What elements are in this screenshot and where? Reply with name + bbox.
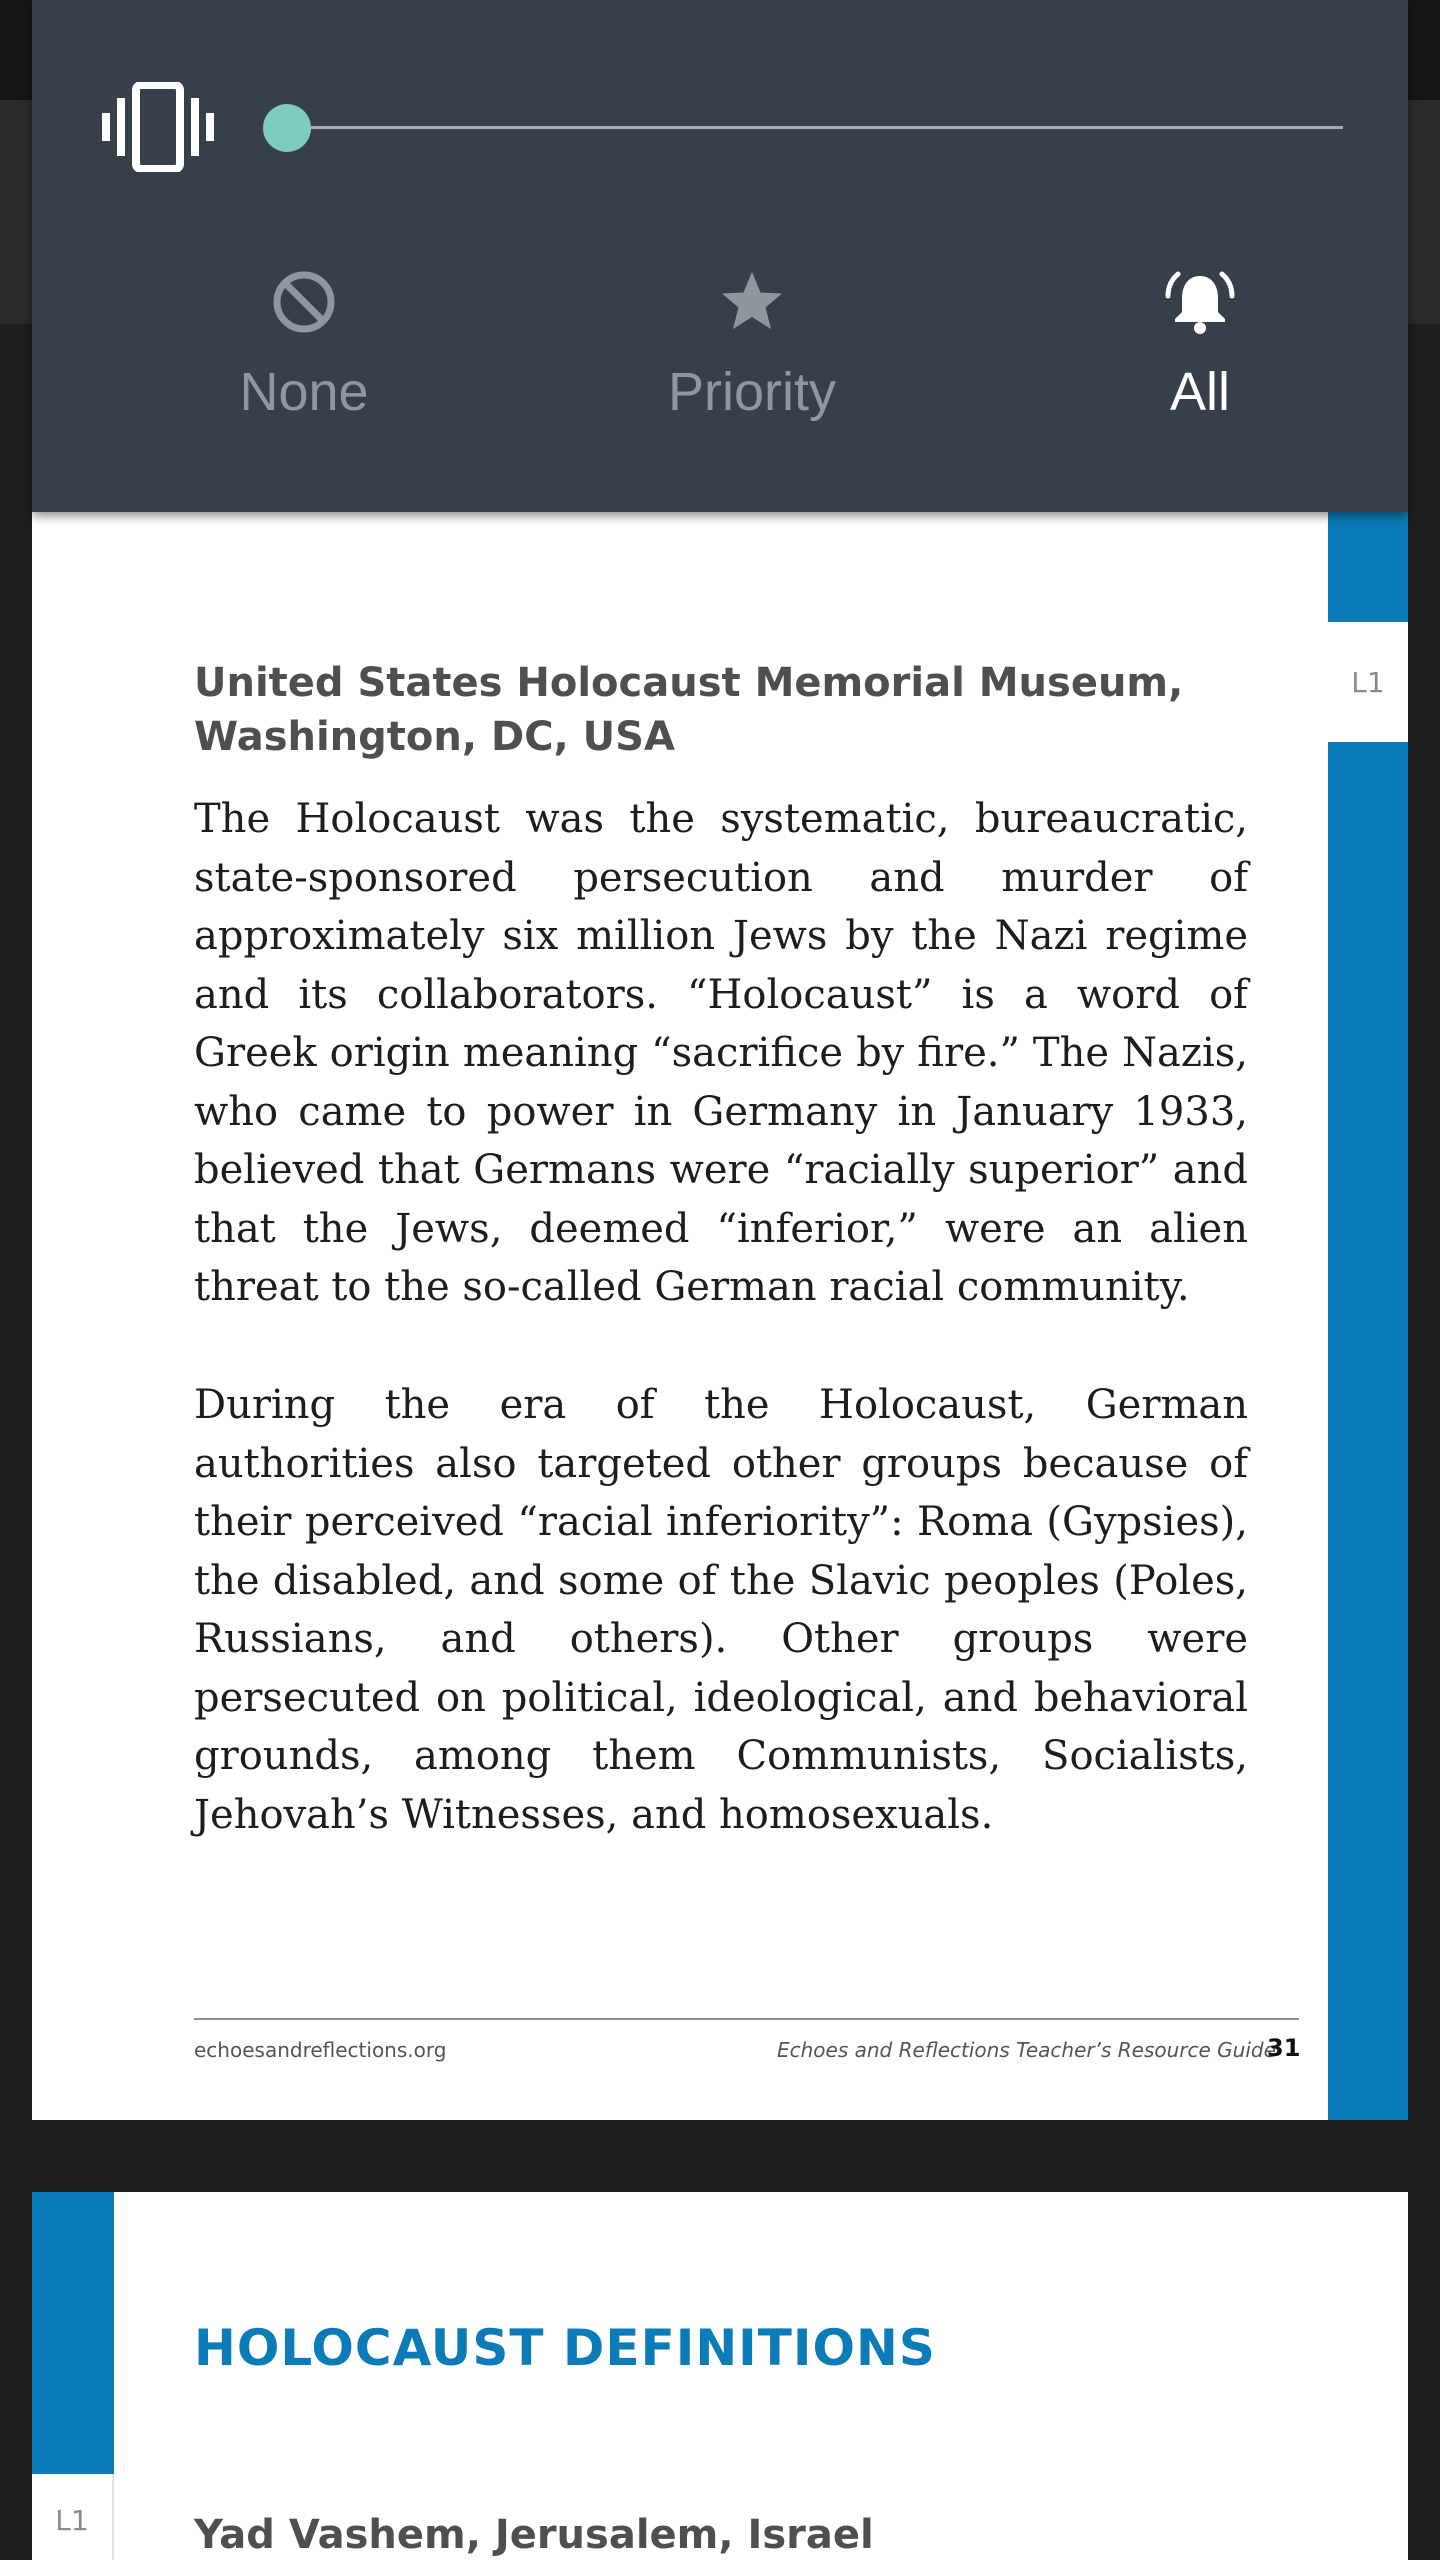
footer-guide-title: Echoes and Reflections Teacher’s Resource Guide (777, 2038, 1276, 2062)
volume-slider-thumb[interactable] (263, 104, 311, 152)
mode-priority-button[interactable] (602, 266, 902, 424)
volume-slider-track[interactable] (287, 126, 1343, 129)
volume-panel (32, 0, 1408, 512)
body-paragraph: The Holocaust was the systematic, bureaucratic, state-sponsored persecution and murder of approximately six million Jews by the Nazi regime and its collaborators. “Holocaust” is a word of Greek origin meaning “sacrifice by fire.” The Nazis, who came to power in Germany in January 1933, believed that Germans were “racially superior” and that the Jews, deemed “inferior,” were an alien threat to the so-called German racial community. (194, 796, 1248, 1310)
mode-label: Priority (667, 362, 836, 422)
document-page-next (32, 2192, 1408, 2560)
mode-all-button[interactable] (1050, 266, 1350, 424)
source-title: Yad Vashem, Jerusalem, Israel (194, 2512, 874, 2558)
star-icon (716, 266, 788, 338)
mode-label: None (239, 362, 369, 422)
footer-url: echoesandreflections.org (194, 2038, 447, 2062)
footer-divider (194, 2018, 1299, 2020)
level-tab: L1 (32, 2474, 114, 2560)
source-title: United States Holocaust Memorial Museum, Washington, DC, USA (194, 660, 1184, 760)
section-heading: HOLOCAUST DEFINITIONS (194, 2319, 936, 2377)
body-paragraph: During the era of the Holocaust, German authorities also targeted other groups because of their perceived “racial inferiority”: Roma (Gypsies), the disabled, and some of the Slavic peoples (Poles, Russians, and others). Other groups were persecuted on political, ideological, and behavioral grounds, among them Communists, Socialists, Jehovah’s Witnesses, and homosexuals. (194, 1382, 1248, 1838)
page-side-bar (1328, 324, 1408, 2120)
mode-none-button[interactable] (154, 266, 454, 424)
page-number: 31 (1267, 2034, 1301, 2062)
document-page-31 (32, 324, 1408, 2120)
do-not-disturb-icon (268, 266, 340, 338)
level-tab: L1 (1328, 622, 1408, 742)
vibrate-icon[interactable] (102, 82, 214, 172)
mode-label: All (1169, 362, 1230, 422)
bell-ringing-icon (1164, 266, 1236, 338)
